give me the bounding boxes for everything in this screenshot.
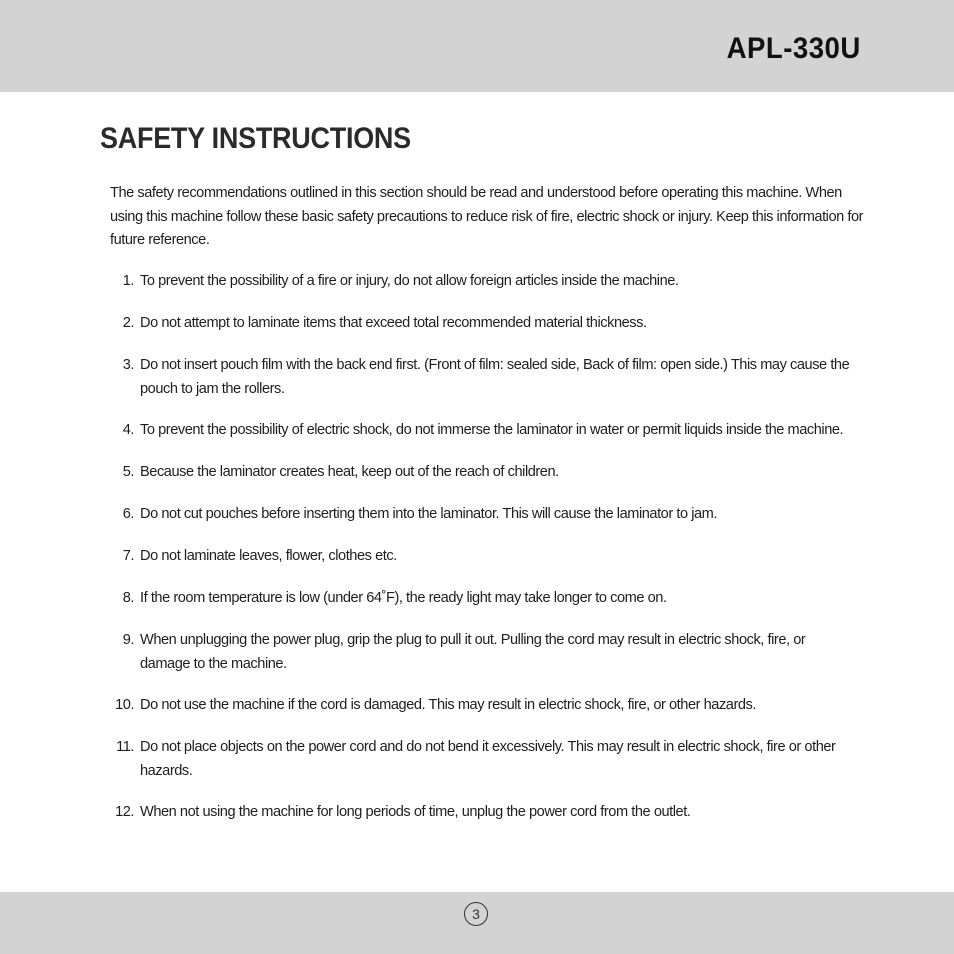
item-text: When not using the machine for long periods of time, unplug the power cord from the outlet. bbox=[140, 804, 691, 820]
item-text: Do not attempt to laminate items that exceed total recommended material thickness. bbox=[140, 315, 647, 331]
item-text: When unplugging the power plug, grip the plug to pull it out. Pulling the cord may result in electric shock, fire, or damage to the machine. bbox=[140, 632, 806, 672]
item-number: 1. bbox=[122, 273, 134, 289]
item-text: To prevent the possibility of a fire or injury, do not allow foreign articles inside the machine. bbox=[140, 273, 679, 289]
intro-paragraph bbox=[110, 182, 870, 253]
item-number: 4. bbox=[122, 422, 134, 438]
header-band bbox=[0, 0, 954, 92]
item-text: To prevent the possibility of electric shock, do not immerse the laminator in water or permit liquids inside the machine. bbox=[140, 422, 844, 438]
item-number: 5. bbox=[122, 464, 134, 480]
item-number: 7. bbox=[122, 548, 134, 564]
item-number: 3. bbox=[122, 357, 134, 373]
item-number: 10. bbox=[115, 697, 134, 713]
item-number: 9. bbox=[122, 632, 134, 648]
item-text: Do not use the machine if the cord is damaged. This may result in electric shock, fire, or other hazards. bbox=[140, 697, 756, 713]
item-text: If the room temperature is low (under 64˚F), the ready light may take longer to come on. bbox=[140, 590, 667, 606]
item-text: Do not insert pouch film with the back end first. (Front of film: sealed side, Back of film: open side.) This may cause the pouch to jam the rollers. bbox=[140, 357, 850, 397]
page-number: 3 bbox=[464, 902, 488, 926]
intro-text: The safety recommendations outlined in this section should be read and understood before operating this machine. When using this machine follow these basic safety precautions to reduce risk of fire, electric shock or injury. Keep this information for future reference. bbox=[110, 185, 864, 248]
item-text: Do not place objects on the power cord and do not bend it excessively. This may result in electric shock, fire or other hazards. bbox=[140, 739, 836, 779]
item-number: 6. bbox=[122, 506, 134, 522]
item-number: 8. bbox=[122, 590, 134, 606]
model-title: APL-330U bbox=[726, 32, 861, 65]
page-title: SAFETY INSTRUCTIONS bbox=[100, 122, 411, 155]
item-text: Because the laminator creates heat, keep out of the reach of children. bbox=[140, 464, 559, 480]
item-number: 11. bbox=[116, 739, 134, 755]
item-number: 2. bbox=[122, 315, 134, 331]
item-number: 12. bbox=[115, 804, 134, 820]
item-text: Do not laminate leaves, flower, clothes etc. bbox=[140, 548, 397, 564]
item-text: Do not cut pouches before inserting them into the laminator. This will cause the laminator to jam. bbox=[140, 506, 717, 522]
